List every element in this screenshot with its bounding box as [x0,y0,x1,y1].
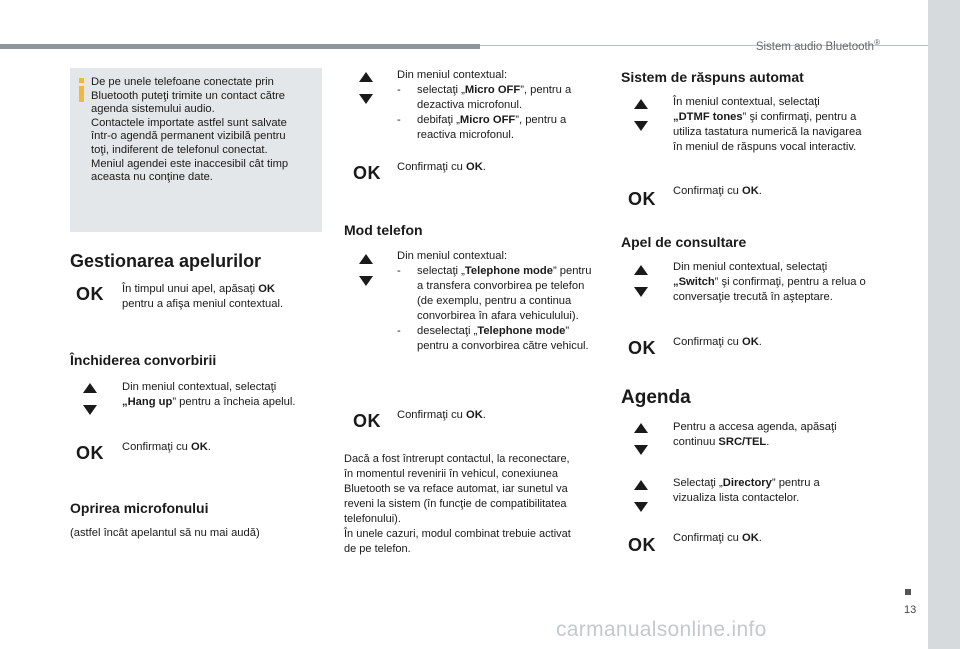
watermark: carmanualsonline.info [556,618,767,641]
section-title-apel: Apel de consultare [621,234,747,250]
ok-button-icon: OK [628,189,656,209]
sistem-text: În meniul contextual, selectaţi „DTMF tones” şi confirmaţi, pentru a utiliza tastatura numerică la navigarea în meniul de răspuns vocal interactiv. [673,96,862,153]
oprirea-text: (astfel încât apelantul să nu mai audă) [70,527,260,539]
mod-item-1: - selectaţi „Telephone mode” pentru a transfera convorbirea pe telefon (de exemplu, pentru a continua convorbirea în afara vehiculului). [397,265,592,322]
info-icon [79,78,85,102]
inchiderea-text: Din meniul contextual, selectaţi „Hang up” pentru a încheia apelul. [122,381,296,408]
section-title-mod-telefon: Mod telefon [344,222,423,238]
micro-item-2: - debifaţi „Micro OFF”, pentru a reactiva microfonul. [397,114,567,141]
up-down-arrows-icon [634,423,648,457]
up-down-arrows-icon [634,480,648,514]
page-marker-icon [905,589,911,595]
up-down-arrows-icon [83,383,97,417]
micro-intro: Din meniul contextual: [397,69,508,81]
gestionarea-text: În timpul unui apel, apăsaţi OK pentru a afişa meniul contextual. [122,283,284,310]
micro-instructions [397,68,597,143]
apel-confirm: Confirmaţi cu OK. [673,336,762,348]
sistem-confirm: Confirmaţi cu OK. [673,185,762,197]
agenda-text-2: Selectaţi „Directory” pentru a vizualiza lista contactelor. [673,477,820,504]
up-down-arrows-icon [634,99,648,133]
ok-button-icon: OK [628,338,656,358]
ok-button-icon: OK [353,411,381,431]
ok-button-icon: OK [76,443,104,463]
info-box-text: De pe unele telefoane conectate prin Bluetooth puteţi trimite un contact către agenda sistemului audio. Contactele importate astfel sunt salvate într-o agendă permanent vizibilă pentru toţi, indiferent de telefonul conectat. Meniul agendei este inaccesibil cât timp aceasta nu conţine date. [91,76,289,184]
up-down-arrows-icon [359,72,373,106]
ok-button-icon: OK [76,284,104,304]
mod-item-2: - deselectaţi „Telephone mode” pentru a convorbirea către vehicul. [397,325,589,352]
section-title-sistem: Sistem de răspuns automat [621,69,804,85]
micro-item-1: - selectaţi „Micro OFF”, pentru a dezactiva microfonul. [397,84,572,111]
registered-mark: ® [874,38,880,47]
apel-text: Din meniul contextual, selectaţi „Switch” şi confirmaţi, pentru a relua o conversaţie trecută în aşteptare. [673,261,866,303]
inchiderea-confirm: Confirmaţi cu OK. [122,441,211,453]
header-title: Sistem audio Bluetooth® [755,38,880,53]
ok-button-icon: OK [628,535,656,555]
page-number: 13 [904,604,917,616]
mod-intro: Din meniul contextual: [397,250,508,262]
section-title-agenda: Agenda [621,387,691,408]
reconnect-paragraph: Dacă a fost întrerupt contactul, la reconectare, în momentul revenirii în vehicul, conexiunea Bluetooth se va reface automat, iar sunetul va reveni la sistem (în funcţie de compatibilitatea telefonului). În unele cazuri, modul combinat trebuie activat de pe telefon. [344,453,571,555]
mod-instructions [397,249,593,354]
micro-confirm: Confirmaţi cu OK. [397,161,486,173]
section-title-oprirea: Oprirea microfonului [70,500,209,516]
section-title-gestionarea: Gestionarea apelurilor [70,251,262,271]
up-down-arrows-icon [359,254,373,288]
agenda-text-1: Pentru a accesa agenda, apăsaţi continuu SRC/TEL. [673,421,837,448]
page-side-strip [928,0,960,649]
ok-button-icon: OK [353,163,381,183]
mod-confirm: Confirmaţi cu OK. [397,409,486,421]
header-accent-bar [0,44,480,49]
section-title-inchiderea: Închiderea convorbirii [70,352,217,368]
up-down-arrows-icon [634,265,648,299]
agenda-confirm: Confirmaţi cu OK. [673,532,762,544]
